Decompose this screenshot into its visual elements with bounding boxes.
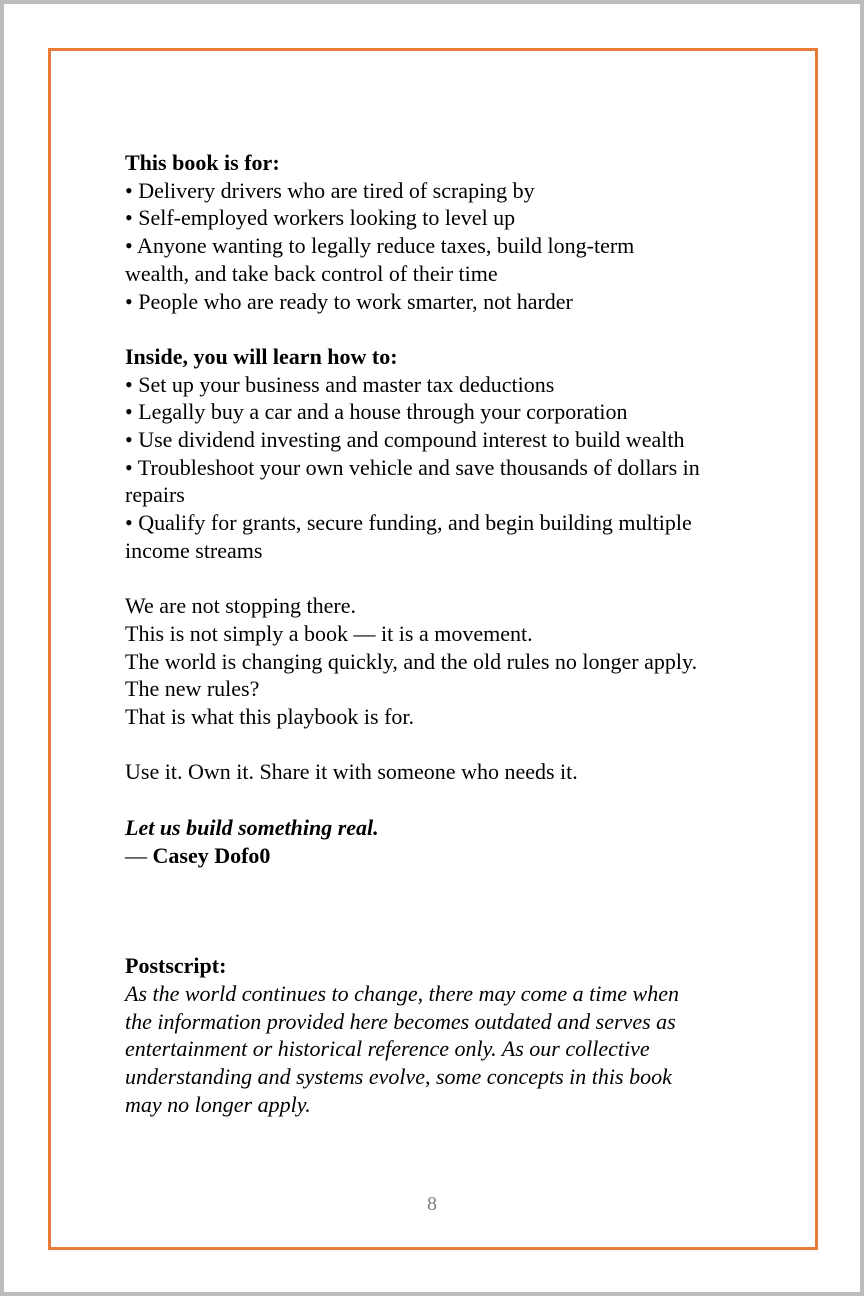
learn-bullet-line: • Troubleshoot your own vehicle and save thousands of dollars in: [125, 454, 700, 480]
audience-bullet-line: • Self-employed workers looking to level up: [125, 205, 516, 231]
movement-line: The new rules?: [125, 676, 260, 702]
section-signature: [125, 814, 770, 869]
movement-line: This is not simply a book — it is a movement.: [125, 620, 533, 646]
movement-line: That is what this playbook is for.: [125, 704, 415, 730]
blank-line: [125, 565, 770, 593]
audience-bullet-line: • People who are ready to work smarter, not harder: [125, 288, 573, 314]
section-postscript: [125, 952, 770, 1118]
movement-line: We are not stopping there.: [125, 593, 356, 619]
blank-lines: [125, 869, 770, 952]
signature-author: Casey Dofo0: [152, 842, 271, 868]
audience-bullet-line: • Delivery drivers who are tired of scraping by: [125, 177, 535, 203]
postscript-line: understanding and systems evolve, some concepts in this book: [125, 1064, 672, 1090]
learn-heading: Inside, you will learn how to:: [125, 343, 398, 369]
page-number: 8: [427, 1193, 437, 1215]
blank-line: [125, 786, 770, 814]
learn-bullet-line: • Legally buy a car and a house through your corporation: [125, 399, 628, 425]
movement-line: The world is changing quickly, and the old rules no longer apply.: [125, 648, 698, 674]
learn-bullet-wrap-line: income streams: [125, 537, 263, 563]
section-movement: [125, 592, 770, 731]
signature-author-line: [125, 842, 770, 870]
section-audience: [125, 149, 770, 315]
learn-bullet-line: • Set up your business and master tax deductions: [125, 371, 555, 397]
signature-tagline: Let us build something real.: [125, 814, 379, 840]
em-dash: —: [125, 842, 153, 868]
postscript-line: the information provided here becomes outdated and serves as: [125, 1008, 676, 1034]
learn-bullet-line: • Use dividend investing and compound interest to build wealth: [125, 427, 685, 453]
audience-heading: This book is for:: [125, 150, 280, 175]
learn-bullet-line: • Qualify for grants, secure funding, and begin building multiple: [125, 510, 692, 536]
postscript-heading: Postscript:: [125, 953, 227, 979]
postscript-line: As the world continues to change, there may come a time when: [125, 981, 679, 1007]
postscript-line: may no longer apply.: [125, 1091, 311, 1117]
section-learn: [125, 343, 770, 565]
audience-bullet-line: • Anyone wanting to legally reduce taxes, build long-term: [125, 233, 635, 259]
blank-line: [125, 315, 770, 343]
blank-line: [125, 731, 770, 759]
page-content: [125, 149, 770, 1119]
postscript-line: entertainment or historical reference only. As our collective: [125, 1036, 650, 1062]
section-call-to-action: [125, 758, 770, 786]
call-to-action-line: Use it. Own it. Share it with someone who needs it.: [125, 759, 578, 785]
learn-bullet-wrap-line: repairs: [125, 482, 185, 508]
audience-bullet-wrap-line: wealth, and take back control of their time: [125, 260, 498, 286]
